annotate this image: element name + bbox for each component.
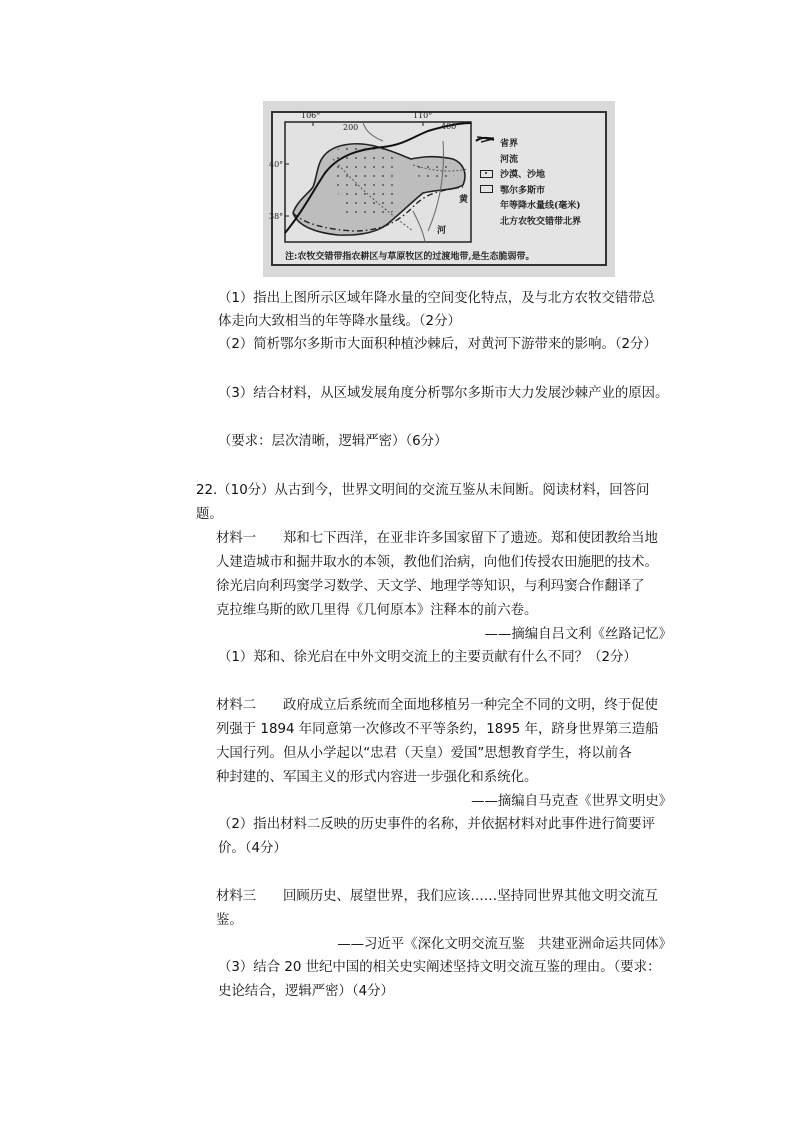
- q22-sub1: （1）郑和、徐光启在中外文明交流上的主要贡献有什么不同？（2分）: [218, 650, 637, 665]
- map-legend: [475, 135, 581, 228]
- material3-line: 鉴。: [216, 913, 243, 928]
- material3-line: 材料三 回顾历史、展望世界，我们应该……坚持同世界其他文明交流互: [216, 889, 658, 904]
- svg-text:40°: 40°: [269, 160, 284, 169]
- svg-text:200: 200: [343, 123, 359, 132]
- legend-item: 鄂尔多斯市: [475, 182, 581, 198]
- material3-source: ——习近平《深化文明交流互鉴 共建亚洲命运共同体》: [337, 937, 672, 952]
- legend-item: 北方农牧交错带北界: [475, 213, 581, 229]
- q22-stem-line2: 题。: [196, 507, 223, 522]
- q21-sub3: （3）结合材料，从区域发展角度分析鄂尔多斯市大力发展沙棘产业的原因。: [218, 386, 669, 401]
- q22-sub2-line1: （2）指出材料二反映的历史事件的名称，并依据材料对此事件进行简要评: [218, 817, 656, 832]
- material2-line: 列强于 1894 年同意第一次修改不平等条约，1895 年，跻身世界第三造船: [216, 722, 659, 737]
- material2-line: 材料二 政府成立后系统而全面地移植另一种完全不同的文明，终于促使: [216, 698, 658, 713]
- material1-line: 人建造城市和掘井取水的本领，教他们治病，向他们传授农田施肥的技术。: [216, 555, 658, 570]
- desert-sand-icon: [475, 170, 497, 178]
- material1-source: ——摘编自吕文利《丝路记忆》: [484, 627, 672, 642]
- legend-item: 省界: [475, 135, 581, 151]
- legend-item: 沙漠、沙地: [475, 166, 581, 182]
- q22-sub2-line2: 价。（4分）: [218, 841, 287, 856]
- material1-line: 材料一 郑和七下西洋，在亚非许多国家留下了遗迹。郑和使团教给当地: [216, 531, 658, 546]
- material1-line: 克拉维乌斯的欧几里得《几何原本》注释本的前六卷。: [216, 603, 538, 618]
- q21-sub3-requirement: （要求：层次清晰，逻辑严密）（6分）: [218, 434, 448, 449]
- material2-source: ——摘编自马克查《世界文明史》: [471, 794, 672, 809]
- material1-line: 徐光启向利玛窦学习数学、天文学、地理学等知识，与利玛窦合作翻译了: [216, 579, 645, 594]
- svg-text:110°: 110°: [413, 111, 433, 120]
- q21-sub1-line2: 体走向大致相当的年等降水量线。（2分）: [218, 314, 461, 329]
- q21-sub1-line1: （1）指出上图所示区域年降水量的空间变化特点，及与北方农牧交错带总: [218, 291, 656, 306]
- legend-item: 河流: [475, 151, 581, 167]
- material2-line: 大国行列。但从小学起以“忠君（天皇）爱国”思想教育学生，将以前各: [216, 746, 632, 761]
- svg-text:400: 400: [441, 122, 457, 131]
- material2-line: 种封建的、军国主义的形式内容进一步强化和系统化。: [216, 770, 538, 785]
- q22-sub3-line2: 史论结合，逻辑严密）（4分）: [218, 984, 394, 999]
- q22-stem-line1: 22.（10分）从古到今，世界文明间的交流互鉴从未间断。阅读材料，回答问: [196, 483, 650, 498]
- ordos-city-icon: [475, 185, 497, 193]
- q22-sub3-line1: （3）结合 20 世纪中国的相关史实阐述坚持文明交流互鉴的理由。（要求：: [218, 960, 661, 975]
- q21-sub2: （2）简析鄂尔多斯市大面积种植沙棘后，对黄河下游带来的影响。（2分）: [218, 337, 657, 352]
- svg-text:河: 河: [437, 226, 447, 236]
- svg-text:106°: 106°: [301, 111, 321, 120]
- map-note: 注:农牧交错带指农耕区与草原牧区的过渡地带,是生态脆弱带。: [285, 252, 535, 262]
- legend-item: 年等降水量线(毫米): [475, 197, 581, 213]
- svg-text:38°: 38°: [269, 212, 284, 221]
- map-figure: [263, 101, 615, 277]
- svg-text:黄: 黄: [459, 195, 469, 205]
